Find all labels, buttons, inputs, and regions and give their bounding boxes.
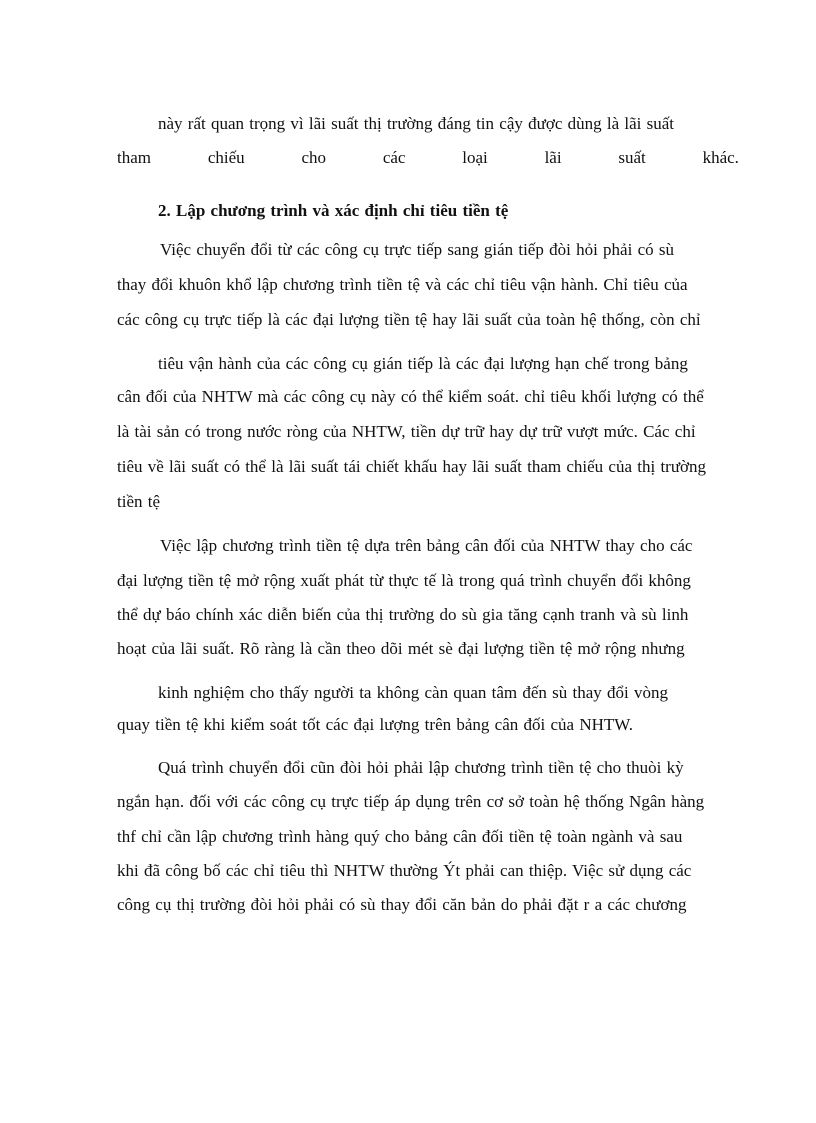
text-line: ngắn hạn. đối với các công cụ trực tiếp áp dụng trên cơ sở toàn hệ thống Ngân hàng [117,792,705,811]
word: khác. [702,148,739,167]
text-line: kinh nghiệm cho thấy người ta không càn quan tâm đến sù thay đổi vòng [158,683,669,702]
word: suất [618,148,646,167]
text-line: thay đổi khuôn khổ lập chương trình tiền tệ và các chỉ tiêu vận hành. Chỉ tiêu của [117,275,688,294]
word: lãi [544,148,562,167]
text-line: này rất quan trọng vì lãi suất thị trường đáng tin cậy được dùng là lãi suất [158,114,675,133]
text-line: thf chỉ cần lập chương trình hàng quý cho bảng cân đối tiền tệ toàn ngành và sau [117,827,683,846]
text-line: đại lượng tiền tệ mở rộng xuất phát từ thực tế là trong quá trình chuyển đổi không [117,571,691,590]
text-line: khi đã công bố các chỉ tiêu thì NHTW thường Ýt phải can thiệp. Việc sử dụng các [117,861,692,880]
text-line [117,147,739,169]
word: cho [301,148,326,167]
text-line: Việc lập chương trình tiền tệ dựa trên bảng cân đối của NHTW thay cho các [160,536,693,555]
text-line: tiêu vận hành của các công cụ gián tiếp là các đại lượng hạn chế trong bảng [158,354,688,373]
text-line: cân đối của NHTW mà các công cụ này có thể kiểm soát. chỉ tiêu khối lượng có thể [117,387,704,406]
word: loại [462,148,488,167]
word: các [382,148,406,167]
text-line: là tài sản có trong nước ròng của NHTW, tiền dự trữ hay dự trữ vượt mức. Các chỉ [117,422,696,441]
text-line: công cụ thị trường đòi hỏi phải có sù thay đổi căn bản do phải đặt r a các chương [117,895,687,914]
word: tham [117,148,151,167]
text-line: thể dự báo chính xác diễn biến của thị trường do sù gia tăng cạnh tranh và sù linh [117,605,689,624]
text-line: các công cụ trực tiếp là các đại lượng tiền tệ hay lãi suất của toàn hệ thống, còn chỉ [117,310,701,329]
text-line: Quá trình chuyển đổi cũn đòi hỏi phải lập chương trình tiền tệ cho thuòi kỳ [158,758,684,777]
section-heading: 2. Lập chương trình và xác định chỉ tiêu tiền tệ [158,201,509,220]
word: chiếu [207,148,245,167]
text-line: tiêu về lãi suất có thể là lãi suất tái chiết khấu hay lãi suất tham chiếu của thị trường [117,457,707,476]
text-line: tiền tệ [117,492,161,511]
text-line: quay tiền tệ khi kiểm soát tốt các đại lượng trên bảng cân đối của NHTW. [117,715,633,734]
text-line: Việc chuyển đổi từ các công cụ trực tiếp sang gián tiếp đòi hỏi phải có sù [160,240,674,259]
text-line: hoạt của lãi suất. Rõ ràng là cần theo dõi mét sè đại lượng tiền tệ mở rộng nhưng [117,639,685,658]
